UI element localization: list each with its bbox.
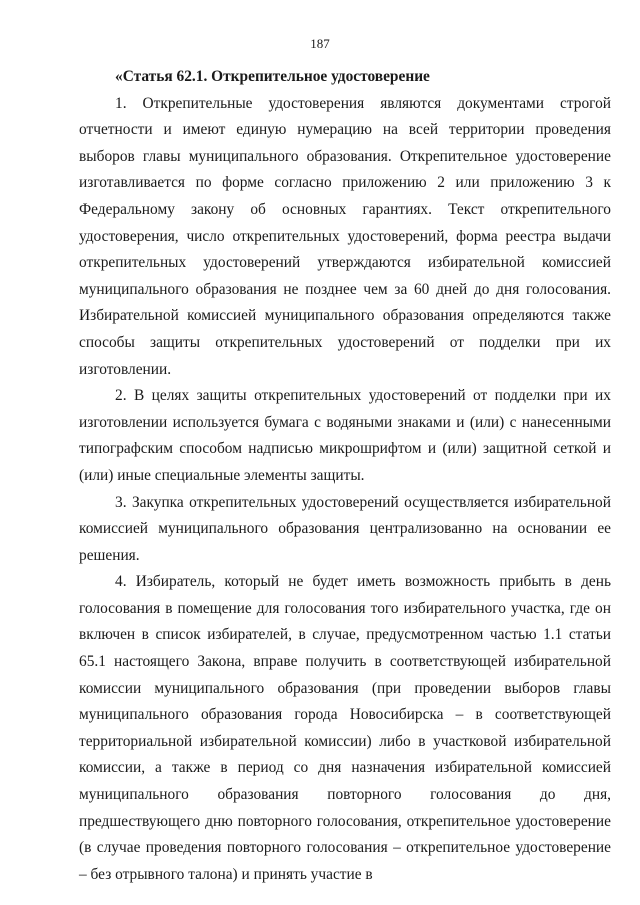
paragraph-4: 4. Избиратель, который не будет иметь возможность прибыть в день голосования в помещение для голосования того избирательного участка, где он включен в список избирателей, в случае, предусмотренном частью 1.1 статьи 65.1 настоящего Закона, вправе получить в соответствующей избирательной комиссии муниципального образования (при проведении выборов главы муниципального образования города Новосибирска – в соответствующей территориальной избирательной комиссии) либо в участковой избирательной комиссии, а также в период со дня назначения избирательной комиссией муниципального образования повторного голосования до дня, предшествующего дню повторного голосования, открепительное удостоверение (в случае проведения повторного голосования – открепительное удостоверение – без отрывного талона) и принять участие в [79, 573, 611, 883]
document-body [79, 64, 611, 888]
paragraph-1: 1. Открепительные удостоверения являются документами строгой отчетности и имеют единую нумерацию на всей территории проведения выборов главы муниципального образования. Открепительное удостоверение изготавливается по форме согласно приложению 2 или приложению 3 к Федеральному закону об основных гарантиях. Текст открепительного удостоверения, число открепительных удостоверений, форма реестра выдачи открепительных удостоверений утверждаются избирательной комиссией муниципального образования не позднее чем за 60 дней до дня голосования. Избирательной комиссией муниципального образования определяются также способы защиты открепительных удостоверений от подделки при их изготовлении. [79, 94, 611, 378]
article-title: «Статья 62.1. Открепительное удостоверение [115, 68, 430, 85]
paragraph-2: 2. В целях защиты открепительных удостоверений от подделки при их изготовлении используется бумага с водяными знаками и (или) с нанесенными типографским способом надписью микрошрифтом и (или) защитной сеткой и (или) иные специальные элементы защиты. [79, 387, 611, 484]
paragraph-3: 3. Закупка открепительных удостоверений осуществляется избирательной комиссией муниципального образования централизованно на основании ее решения. [79, 493, 611, 564]
page-number: 187 [310, 36, 330, 51]
